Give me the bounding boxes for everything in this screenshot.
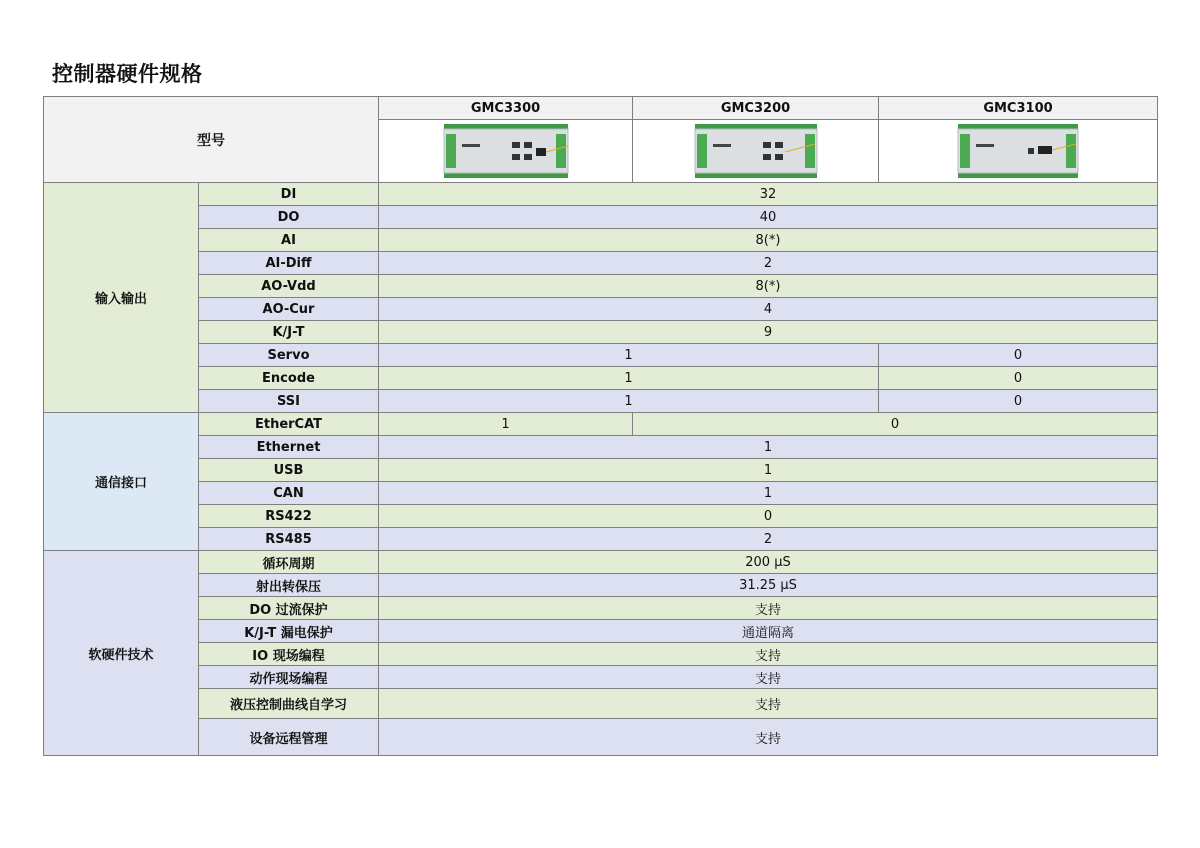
model-header-gmc3100: GMC3100 [879,97,1158,120]
feature-ao-cur: AO-Cur [199,298,379,321]
feature-injection-hold: 射出转保压 [199,574,379,597]
value-ethercat-3300: 1 [379,413,633,436]
value-di: 32 [379,183,1158,206]
value-action-programming: 支持 [379,666,1158,689]
feature-can: CAN [199,482,379,505]
device-image-gmc3300 [379,120,633,183]
device-image-gmc3200 [633,120,879,183]
value-encode-3300-3200: 1 [379,367,879,390]
feature-ai-diff: AI-Diff [199,252,379,275]
value-ao-cur: 4 [379,298,1158,321]
feature-io-programming: IO 现场编程 [199,643,379,666]
feature-hydraulic-learning: 液压控制曲线自学习 [199,689,379,719]
value-ssi-3100: 0 [879,390,1158,413]
feature-ao-vdd: AO-Vdd [199,275,379,298]
model-header-gmc3300: GMC3300 [379,97,633,120]
feature-encode: Encode [199,367,379,390]
group-label-comm: 通信接口 [44,413,199,551]
feature-ssi: SSI [199,390,379,413]
value-ao-vdd: 8(*) [379,275,1158,298]
group-label-io: 输入输出 [44,183,199,413]
feature-servo: Servo [199,344,379,367]
value-do-overcurrent: 支持 [379,597,1158,620]
feature-kj-t: K/J-T [199,321,379,344]
value-can: 1 [379,482,1158,505]
value-ethercat-3200-3100: 0 [633,413,1158,436]
feature-ai: AI [199,229,379,252]
page-title: 控制器硬件规格 [52,62,203,86]
feature-rs422: RS422 [199,505,379,528]
value-rs485: 2 [379,528,1158,551]
value-ai-diff: 2 [379,252,1158,275]
controller-device-icon [956,124,1080,178]
value-io-programming: 支持 [379,643,1158,666]
value-kj-leakage: 通道隔离 [379,620,1158,643]
value-encode-3100: 0 [879,367,1158,390]
group-label-tech: 软硬件技术 [44,551,199,756]
feature-do-overcurrent: DO 过流保护 [199,597,379,620]
value-remote-management: 支持 [379,719,1158,756]
value-do: 40 [379,206,1158,229]
spec-table [43,96,1158,756]
value-servo-3300-3200: 1 [379,344,879,367]
feature-do: DO [199,206,379,229]
feature-ethercat: EtherCAT [199,413,379,436]
value-hydraulic-learning: 支持 [379,689,1158,719]
feature-action-programming: 动作现场编程 [199,666,379,689]
feature-kj-leakage: K/J-T 漏电保护 [199,620,379,643]
feature-cycle-period: 循环周期 [199,551,379,574]
value-ethernet: 1 [379,436,1158,459]
model-label: 型号 [44,97,379,183]
feature-usb: USB [199,459,379,482]
value-cycle-period: 200 μS [379,551,1158,574]
value-rs422: 0 [379,505,1158,528]
feature-rs485: RS485 [199,528,379,551]
feature-ethernet: Ethernet [199,436,379,459]
value-ssi-3300-3200: 1 [379,390,879,413]
controller-device-icon [442,124,570,178]
value-injection-hold: 31.25 μS [379,574,1158,597]
feature-di: DI [199,183,379,206]
model-header-gmc3200: GMC3200 [633,97,879,120]
value-usb: 1 [379,459,1158,482]
device-image-gmc3100 [879,120,1158,183]
value-servo-3100: 0 [879,344,1158,367]
controller-device-icon [693,124,819,178]
value-kj-t: 9 [379,321,1158,344]
feature-remote-management: 设备远程管理 [199,719,379,756]
value-ai: 8(*) [379,229,1158,252]
